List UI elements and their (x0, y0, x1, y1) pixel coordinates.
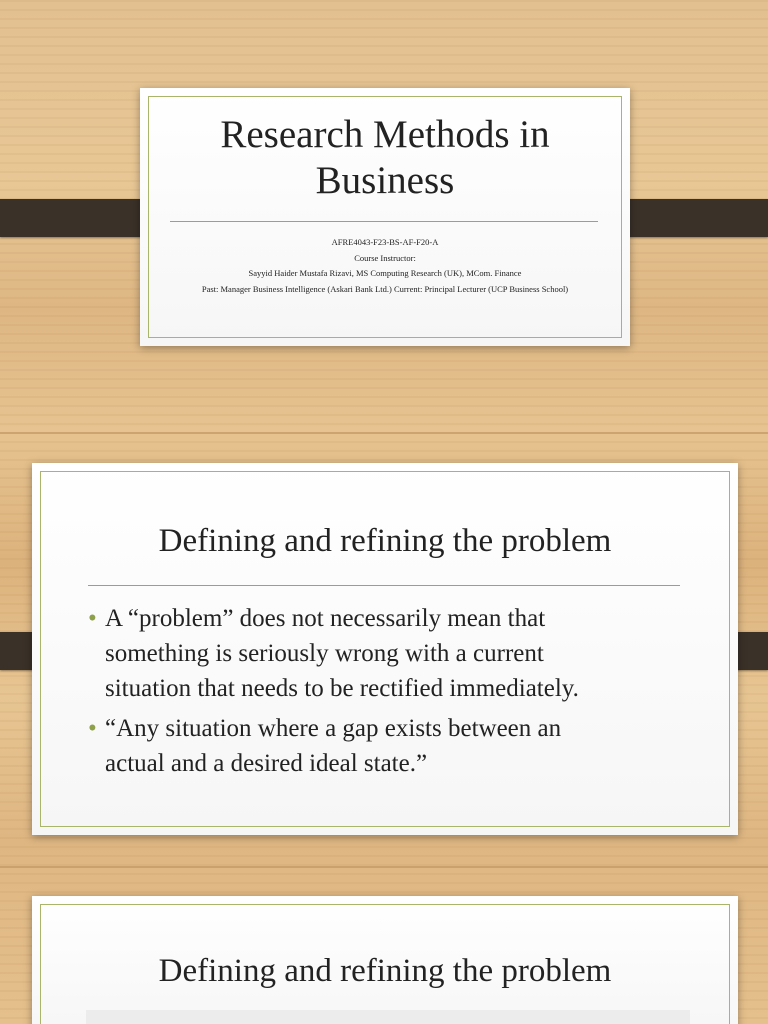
instructor-label: Course Instructor: (354, 252, 416, 263)
title-line: Business (315, 159, 455, 202)
slide-content[interactable] (32, 896, 738, 1024)
slide-strap-right (613, 199, 768, 237)
slide-content[interactable] (32, 463, 738, 835)
instructor-experience: Past: Manager Business Intelligence (Askari Bank Ltd.) Current: Principal Lecturer (UCP Business School) (201, 283, 569, 294)
list-item (88, 601, 688, 706)
slide-heading: Defining and refining the problem (158, 953, 612, 989)
bullet-line: actual and a desired ideal state.” (105, 750, 428, 777)
title-divider (170, 221, 598, 222)
content-strip (86, 1010, 690, 1024)
plank-seam (0, 866, 768, 868)
slide-title-heading (140, 112, 630, 204)
course-code: AFRE4043-F23-BS-AF-F20-A (331, 237, 439, 247)
slide-title[interactable] (140, 88, 630, 346)
title-line: Research Methods in (220, 113, 550, 156)
slide-heading: Defining and refining the problem (158, 523, 612, 559)
slide-strap-left (0, 199, 155, 237)
bullet-icon: • (88, 715, 97, 742)
bullet-line: something is seriously wrong with a current (105, 640, 544, 667)
bullet-line: A “problem” does not necessarily mean that (105, 605, 546, 632)
list-item (88, 711, 688, 781)
bullet-line: situation that needs to be rectified immediately. (105, 675, 579, 702)
instructor-name: Sayyid Haider Mustafa Rizavi, MS Computing Research (UK), MCom. Finance (248, 268, 522, 278)
plank-seam (0, 432, 768, 434)
bullet-icon: • (88, 605, 97, 632)
title-divider (88, 585, 680, 586)
slide-subtitle (140, 235, 630, 297)
bullet-line: “Any situation where a gap exists between an (105, 715, 562, 742)
bullet-list (88, 601, 688, 786)
